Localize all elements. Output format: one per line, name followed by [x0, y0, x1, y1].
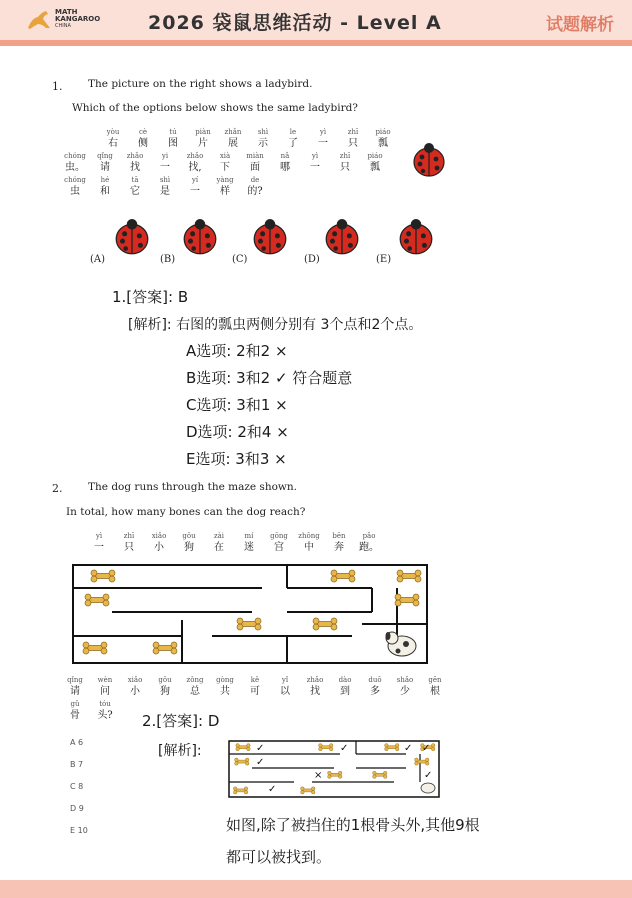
pinyin-text: xiǎo: [127, 676, 143, 684]
pinyin-text: yàng: [216, 176, 234, 184]
pinyin-text: gǒu: [182, 532, 196, 540]
hanzi-text: 问: [100, 686, 110, 697]
hanzi-text: 哪: [280, 162, 290, 173]
pinyin-cell: [188, 128, 218, 150]
pinyin-text: miàn: [246, 152, 264, 160]
hanzi-text: 侧: [138, 138, 148, 149]
pinyin-cell: [90, 152, 120, 174]
pinyin-text: zhī: [347, 128, 359, 136]
pinyin-cell: [128, 128, 158, 150]
q1-item-e: E选项: 3和3 ×: [186, 450, 287, 468]
q1-number: 1.: [52, 80, 63, 93]
hanzi-text: 可: [250, 686, 260, 697]
pinyin-cell: [210, 176, 240, 198]
hanzi-text: 宫: [274, 542, 284, 553]
q2-note-1: 如图,除了被挡住的1根骨头外,其他9根: [226, 816, 480, 834]
pinyin-text: yi: [161, 152, 169, 160]
svg-text:✓: ✓: [424, 770, 433, 781]
pinyin-text: xià: [219, 152, 231, 160]
pinyin-cell: [98, 128, 128, 150]
pinyin-text: yì: [311, 152, 319, 160]
pinyin-cell: [120, 676, 150, 698]
q1-analysis: [解析]: 右图的瓢虫两侧分别有 3个点和2个点。: [128, 317, 423, 333]
q1-item-a: A选项: 2和2 ×: [186, 342, 288, 360]
svg-text:✓: ✓: [422, 743, 431, 754]
pinyin-text: shì: [159, 176, 171, 184]
pinyin-cell: [390, 676, 420, 698]
pinyin-text: piáo: [367, 152, 383, 160]
svg-text:✓: ✓: [404, 743, 413, 754]
pinyin-cell: [368, 128, 398, 150]
pinyin-text: zhōng: [298, 532, 320, 540]
pinyin-text: chóng: [64, 152, 86, 160]
q1-item-d: D选项: 2和4 ×: [186, 423, 289, 441]
pinyin-cell: [90, 676, 120, 698]
svg-text:✓: ✓: [340, 743, 349, 754]
hanzi-text: 瓢: [370, 162, 380, 173]
logo-line-3: CHINA: [55, 22, 71, 29]
pinyin-cell: [270, 676, 300, 698]
page-title: 2026 袋鼠思维活动 - Level A: [148, 12, 442, 34]
option-e-label: (E): [376, 254, 392, 265]
pinyin-text: yòu: [106, 128, 120, 136]
hanzi-text: 虫: [70, 186, 80, 197]
hanzi-text: 一: [318, 138, 328, 149]
hanzi-text: 只: [340, 162, 350, 173]
hanzi-text: 只: [348, 138, 358, 149]
hanzi-text: 片: [198, 138, 208, 149]
pinyin-cell: [248, 128, 278, 150]
q2-option-e: E 10: [70, 826, 88, 835]
pinyin-text: piáo: [375, 128, 391, 136]
dog-maze-figure: [72, 564, 428, 664]
pinyin-text: tú: [169, 128, 177, 136]
option-c-ladybird-icon: [250, 218, 290, 258]
pinyin-cell: [210, 152, 240, 174]
pinyin-cell: [174, 532, 204, 554]
hanzi-text: 跑。: [359, 542, 379, 553]
hanzi-text: 狗: [160, 686, 170, 697]
pinyin-cell: [120, 152, 150, 174]
pinyin-text: zhī: [339, 152, 351, 160]
pinyin-text: nǎ: [280, 152, 290, 160]
pinyin-text: zhǎo: [186, 152, 204, 160]
svg-text:×: ×: [314, 770, 323, 781]
pinyin-cell: [180, 176, 210, 198]
pinyin-cell: [150, 676, 180, 698]
pinyin-cell: [90, 700, 120, 722]
pinyin-text: gòng: [216, 676, 234, 684]
svg-text:✓: ✓: [268, 784, 277, 795]
pinyin-cell: [180, 152, 210, 174]
hanzi-text: 示: [258, 138, 268, 149]
q2-pinyin-row-2: [60, 676, 450, 698]
pinyin-text: mí: [244, 532, 254, 540]
hanzi-text: 少: [400, 686, 410, 697]
hanzi-text: 了: [288, 138, 298, 149]
pinyin-cell: [60, 700, 90, 722]
pinyin-text: pǎo: [362, 532, 376, 540]
pinyin-cell: [60, 676, 90, 698]
pinyin-text: hé: [100, 176, 110, 184]
q1-line2: Which of the options below shows the same ladybird?: [72, 102, 358, 114]
footer-band: [0, 880, 632, 898]
svg-text:✓: ✓: [256, 743, 265, 754]
pinyin-text: de: [250, 176, 260, 184]
q2-pinyin-row-1: [84, 532, 384, 554]
q2-number: 2.: [52, 482, 63, 495]
hanzi-text: 到: [340, 686, 350, 697]
q1-pinyin-row-1: [98, 128, 398, 150]
hanzi-text: 在: [214, 542, 224, 553]
hanzi-text: 找: [130, 162, 140, 173]
hanzi-text: 的?: [247, 186, 263, 197]
option-d-label: (D): [304, 254, 320, 265]
pinyin-text: qǐng: [67, 676, 83, 684]
pinyin-cell: [330, 152, 360, 174]
logo-line-1: MATH: [55, 7, 78, 16]
pinyin-cell: [270, 152, 300, 174]
pinyin-cell: [218, 128, 248, 150]
q2-line2: In total, how many bones can the dog reach?: [66, 506, 306, 518]
pinyin-cell: [338, 128, 368, 150]
pinyin-cell: [294, 532, 324, 554]
option-c-label: (C): [232, 254, 248, 265]
pinyin-text: cè: [138, 128, 148, 136]
pinyin-text: qǐng: [97, 152, 113, 160]
hanzi-text: 和: [100, 186, 110, 197]
hanzi-text: 瓢: [378, 138, 388, 149]
hanzi-text: 它: [130, 186, 140, 197]
q2-note-2: 都可以被找到。: [226, 848, 332, 866]
hanzi-text: 请: [100, 162, 110, 173]
pinyin-text: kě: [250, 676, 260, 684]
pinyin-text: yí: [191, 176, 199, 184]
q1-item-b: B选项: 3和2 ✓ 符合题意: [186, 369, 353, 387]
hanzi-text: 中: [304, 542, 314, 553]
pinyin-cell: [120, 176, 150, 198]
pinyin-cell: [360, 676, 390, 698]
hanzi-text: 总: [190, 686, 200, 697]
hanzi-text: 多: [370, 686, 380, 697]
hanzi-text: 一: [160, 162, 170, 173]
hanzi-text: 一: [310, 162, 320, 173]
pinyin-text: zài: [213, 532, 225, 540]
pinyin-text: tā: [131, 176, 139, 184]
pinyin-text: yì: [319, 128, 327, 136]
reference-ladybird-icon: [410, 142, 448, 180]
pinyin-cell: [90, 176, 120, 198]
option-b-ladybird-icon: [180, 218, 220, 258]
hanzi-text: 下: [220, 162, 230, 173]
hanzi-text: 奔: [334, 542, 344, 553]
hanzi-text: 找: [310, 686, 320, 697]
hanzi-text: 样: [220, 186, 230, 197]
option-a-label: (A): [90, 254, 106, 265]
pinyin-cell: [360, 152, 390, 174]
hanzi-text: 狗: [184, 542, 194, 553]
hanzi-text: 共: [220, 686, 230, 697]
pinyin-text: zǒng: [186, 676, 204, 684]
pinyin-text: piàn: [195, 128, 211, 136]
hanzi-text: 以: [280, 686, 290, 697]
hanzi-text: 右: [108, 138, 118, 149]
pinyin-cell: [330, 676, 360, 698]
option-e-ladybird-icon: [396, 218, 436, 258]
hanzi-text: 小: [130, 686, 140, 697]
pinyin-text: zhǎo: [126, 152, 144, 160]
hanzi-text: 头?: [97, 710, 113, 721]
hanzi-text: 虫。: [65, 162, 85, 173]
pinyin-cell: [114, 532, 144, 554]
pinyin-text: tóu: [99, 700, 111, 708]
pinyin-cell: [324, 532, 354, 554]
solution-maze-figure: [228, 740, 440, 798]
q1-answer: 1.[答案]: B: [112, 288, 189, 306]
pinyin-cell: [210, 676, 240, 698]
hanzi-text: 小: [154, 542, 164, 553]
option-b-label: (B): [160, 254, 176, 265]
pinyin-text: zhī: [123, 532, 135, 540]
pinyin-text: zhǎo: [306, 676, 324, 684]
pinyin-text: xiǎo: [151, 532, 167, 540]
option-a-ladybird-icon: [112, 218, 152, 258]
q1-pinyin-row-3: [60, 176, 270, 198]
pinyin-text: wèn: [97, 676, 113, 684]
pinyin-text: gēn: [428, 676, 442, 684]
hanzi-text: 展: [228, 138, 238, 149]
q2-line1: The dog runs through the maze shown.: [88, 481, 297, 493]
hanzi-text: 图: [168, 138, 178, 149]
option-d-ladybird-icon: [322, 218, 362, 258]
pinyin-cell: [144, 532, 174, 554]
q2-pinyin-row-3: [60, 700, 120, 722]
pinyin-cell: [180, 676, 210, 698]
hanzi-text: 是: [160, 186, 170, 197]
section-tag: 试题解析: [546, 15, 614, 35]
svg-text:✓: ✓: [256, 757, 265, 768]
math-kangaroo-logo: [26, 8, 100, 30]
pinyin-cell: [420, 676, 450, 698]
hanzi-text: 根: [430, 686, 440, 697]
hanzi-text: 只: [124, 542, 134, 553]
pinyin-text: yǐ: [281, 676, 289, 684]
hanzi-text: 一: [190, 186, 200, 197]
pinyin-cell: [60, 176, 90, 198]
pinyin-cell: [150, 152, 180, 174]
pinyin-cell: [240, 676, 270, 698]
q1-pinyin-row-2: [60, 152, 390, 174]
pinyin-text: bēn: [332, 532, 346, 540]
hanzi-text: 找,: [188, 162, 202, 173]
pinyin-cell: [308, 128, 338, 150]
pinyin-text: gǔ: [70, 700, 80, 708]
pinyin-cell: [204, 532, 234, 554]
pinyin-cell: [300, 676, 330, 698]
pinyin-text: dào: [338, 676, 352, 684]
pinyin-text: gōng: [270, 532, 288, 540]
pinyin-cell: [158, 128, 188, 150]
pinyin-text: yì: [95, 532, 103, 540]
pinyin-cell: [240, 176, 270, 198]
hanzi-text: 请: [70, 686, 80, 697]
logo-line-2: KANGAROO: [55, 14, 101, 23]
hanzi-text: 面: [250, 162, 260, 173]
pinyin-text: le: [289, 128, 297, 136]
pinyin-text: shì: [257, 128, 269, 136]
pinyin-cell: [84, 532, 114, 554]
q2-option-b: B 7: [70, 760, 84, 769]
pinyin-cell: [60, 152, 90, 174]
pinyin-cell: [354, 532, 384, 554]
pinyin-text: shǎo: [396, 676, 414, 684]
pinyin-cell: [240, 152, 270, 174]
pinyin-text: duō: [368, 676, 382, 684]
hanzi-text: 骨: [70, 710, 80, 721]
pinyin-text: zhǎn: [224, 128, 242, 136]
pinyin-cell: [300, 152, 330, 174]
pinyin-text: chóng: [64, 176, 86, 184]
q1-item-c: C选项: 3和1 ×: [186, 396, 288, 414]
pinyin-cell: [278, 128, 308, 150]
pinyin-cell: [264, 532, 294, 554]
pinyin-cell: [150, 176, 180, 198]
pinyin-cell: [234, 532, 264, 554]
header-stripe: [0, 40, 632, 46]
pinyin-text: gǒu: [158, 676, 172, 684]
kangaroo-icon: [26, 8, 52, 30]
q2-answer: 2.[答案]: D: [142, 712, 220, 730]
hanzi-text: 迷: [244, 542, 254, 553]
q2-option-d: D 9: [70, 804, 84, 813]
hanzi-text: 一: [94, 542, 104, 553]
q1-line1: The picture on the right shows a ladybird.: [88, 78, 313, 90]
q2-option-c: C 8: [70, 782, 84, 791]
q2-analysis-label: [解析]:: [158, 743, 202, 759]
q2-option-a: A 6: [70, 738, 84, 747]
